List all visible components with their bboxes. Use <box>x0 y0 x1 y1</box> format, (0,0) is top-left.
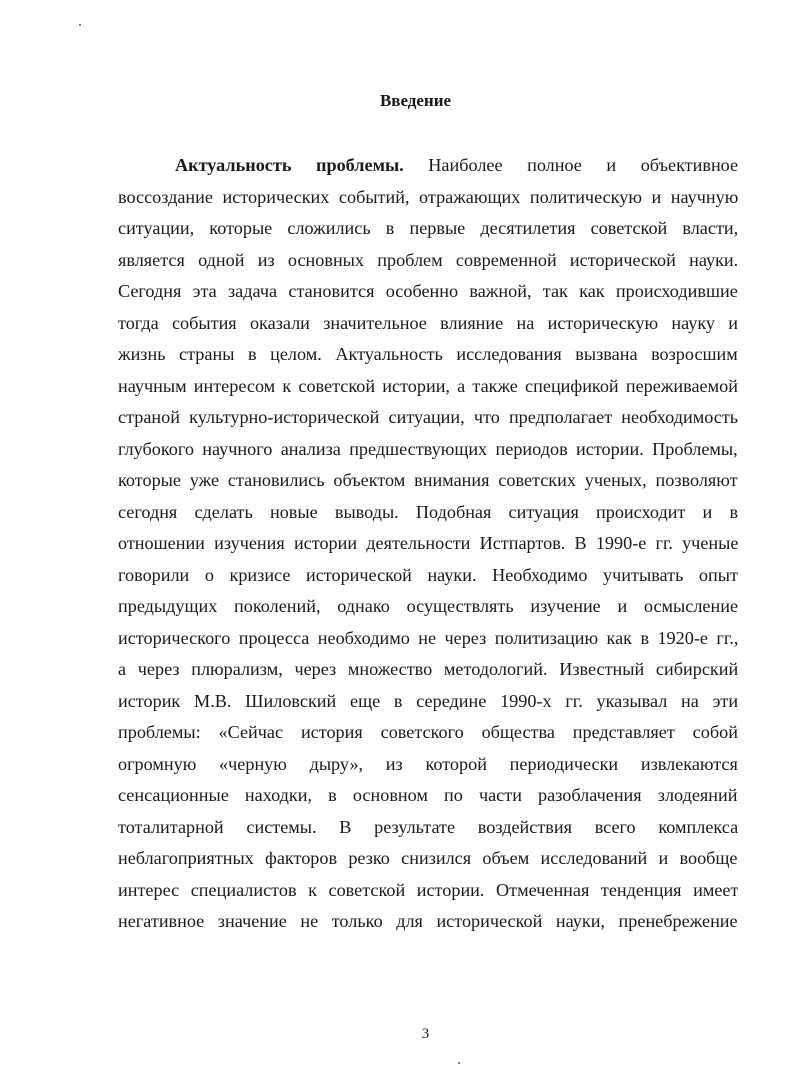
paragraph-line: огромную «черную дыру», из которой периодически извлекаются <box>118 753 738 774</box>
paragraph-line: тоталитарной системы. В результате воздействия всего комплекса <box>118 816 738 837</box>
scan-speck <box>79 24 81 26</box>
paragraph-line: исторического процесса необходимо не через политизацию как в 1920-е гг., <box>118 627 738 648</box>
paragraph-line: сенсационные находки, в основном по части разоблачения злодеяний <box>118 785 738 805</box>
paragraph-line: сегодня сделать новые выводы. Подобная ситуация происходит и в <box>118 501 738 522</box>
paragraph-line: говорили о кризисе исторической науки. Необходимо учитывать опыт <box>118 564 738 585</box>
section-heading: Введение <box>379 91 452 110</box>
paragraph-line: воссоздание исторических событий, отражающих политическую и научную <box>118 186 738 207</box>
paragraph-line: научным интересом к советской истории, а также спецификой переживаемой <box>118 375 738 396</box>
paragraph-line: отношении изучения истории деятельности Истпартов. В 1990-е гг. ученые <box>118 533 738 553</box>
paragraph-line: а через плюрализм, через множество методологий. Известный сибирский <box>118 659 738 679</box>
paragraph-line: страной культурно-исторической ситуации, что предполагает необходимость <box>118 407 738 427</box>
paragraph-line: интерес специалистов к советской истории. Отмеченная тенденция имеет <box>118 879 738 900</box>
paragraph-line: проблемы: «Сейчас история советского общества представляет собой <box>118 722 738 742</box>
paragraph-line: предыдущих поколений, однако осуществлять изучение и осмысление <box>118 596 738 616</box>
paragraph-line: негативное значение не только для исторической науки, пренебрежение <box>118 911 738 931</box>
paragraph-line: ситуации, которые сложились в первые десятилетия советской власти, <box>118 218 738 238</box>
paragraph-line: Сегодня эта задача становится особенно важной, так как происходившие <box>118 281 738 301</box>
paragraph-line: является одной из основных проблем современной исторической науки. <box>118 249 738 270</box>
paragraph-line: историк М.В. Шиловский еще в середине 1990-х гг. указывал на эти <box>118 690 738 711</box>
scan-speck <box>458 1062 460 1064</box>
paragraph-line: глубокого научного анализа предшествующих периодов истории. Проблемы, <box>118 438 738 459</box>
paragraph-line: которые уже становились объектом внимания советских ученых, позволяют <box>118 470 738 490</box>
paragraph-line: жизнь страны в целом. Актуальность исследования вызвана возросшим <box>118 344 738 364</box>
paragraph-line: неблагоприятных факторов резко снизился объем исследований и вообще <box>118 848 738 868</box>
body-paragraph <box>118 150 738 938</box>
paragraph-line: тогда события оказали значительное влияние на историческую науку и <box>118 312 738 333</box>
paragraph-first-line <box>118 150 738 182</box>
page-number: 3 <box>421 1026 430 1042</box>
paragraph-line: Наиболее полное и объективное <box>428 155 738 175</box>
paragraph-lead: Актуальность проблемы. <box>175 155 404 175</box>
